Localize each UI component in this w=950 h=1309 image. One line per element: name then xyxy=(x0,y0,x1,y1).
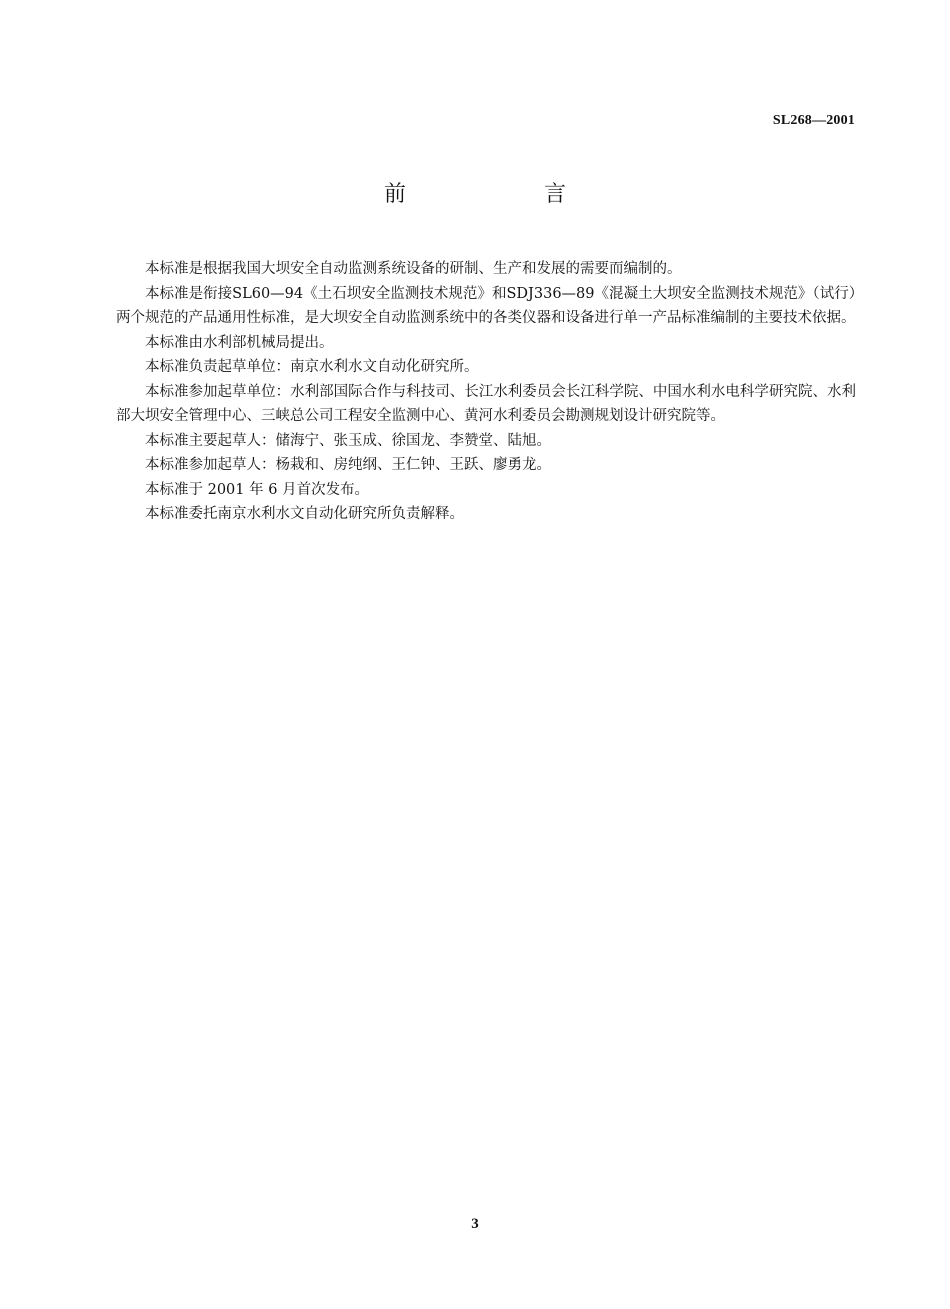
paragraph-participating-drafters: 本标准参加起草人：杨栽和、房纯纲、王仁钟、王跃、廖勇龙。 xyxy=(145,457,551,473)
paragraph-lead-drafter: 本标准负责起草单位：南京水利水文自动化研究所。 xyxy=(145,359,479,375)
paragraph-proposer: 本标准由水利部机械局提出。 xyxy=(145,334,334,351)
paragraph-release-date: 本标准于 2001 年 6 月首次发布。 xyxy=(145,481,370,498)
paragraph-scope: 本标准是衔接SL60—94《土石坝安全监测技术规范》和SDJ336—89《混凝土大坝安全监测技术规范》（试行）两个规范的产品通用性标准，是大坝安全自动监测系统中的各类仪器和设备进行单一产品标准编制的主要技术依据。 xyxy=(116,285,856,326)
page-number: 3 xyxy=(471,1216,479,1232)
paragraph-purpose: 本标准是根据我国大坝安全自动监测系统设备的研制、生产和发展的需要而编制的。 xyxy=(145,261,682,277)
paragraph-main-drafters: 本标准主要起草人：储海宁、张玉成、徐国龙、李赞堂、陆旭。 xyxy=(145,432,551,449)
paragraph-interpretation: 本标准委托南京水利水文自动化研究所负责解释。 xyxy=(145,506,464,522)
foreword-body xyxy=(116,257,856,527)
standard-code: SL268—2001 xyxy=(772,113,855,128)
page-title: 前 言 xyxy=(383,182,624,207)
paragraph-participating-units: 本标准参加起草单位：水利部国际合作与科技司、长江水利委员会长江科学院、中国水利水电科学研究院、水利部大坝安全管理中心、三峡总公司工程安全监测中心、黄河水利委员会勘测规划设计研究院等。 xyxy=(116,383,856,424)
